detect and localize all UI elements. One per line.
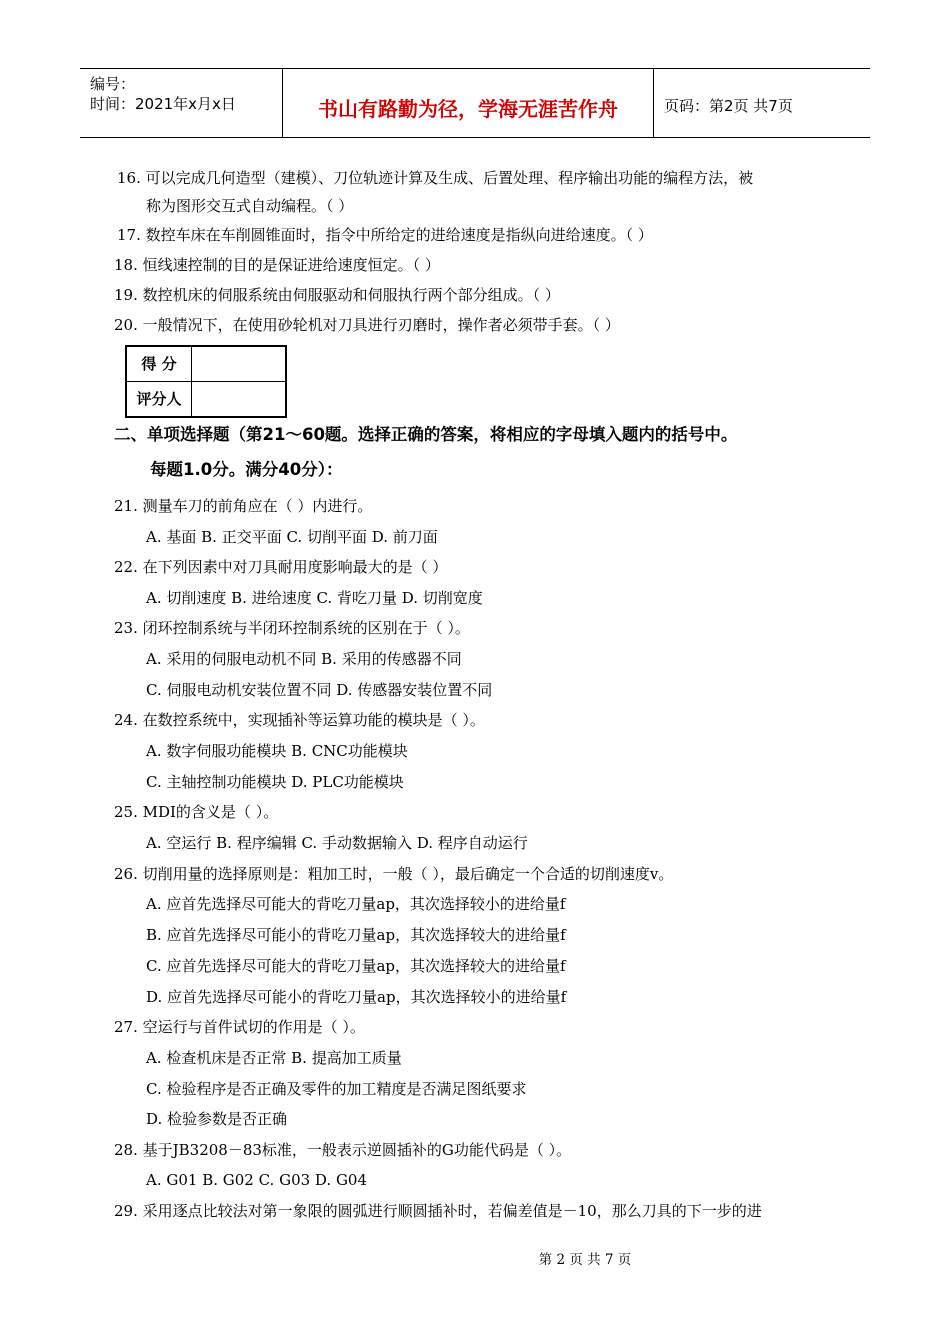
grader-label: 评分人 [127,382,192,416]
question-23: 23. 闭环控制系统与半闭环控制系统的区别在于（ ）。 [114,619,470,637]
question-28-options: A. G01 B. G02 C. G03 D. G04 [146,1171,368,1189]
header-info-cell [80,69,283,137]
question-21-options: A. 基面 B. 正交平面 C. 切削平面 D. 前刀面 [146,528,438,546]
question-24-options-cd: C. 主轴控制功能模块 D. PLC功能模块 [146,773,404,791]
section-title-line1: 二、单项选择题（第21～60题。选择正确的答案，将相应的字母填入题内的括号中。 [114,425,738,444]
question-26: 26. 切削用量的选择原则是：粗加工时，一般（ ），最后确定一个合适的切削速度v。 [114,865,674,883]
question-26-option-c: C. 应首先选择尽可能大的背吃刀量ap，其次选择较大的进给量f [146,957,566,975]
motto-text: 书山有路勤为径，学海无涯苦作舟 [318,97,618,121]
question-29: 29. 采用逐点比较法对第一象限的圆弧进行顺圆插补时，若偏差值是－10，那么刀具的下一步的进 [114,1202,762,1220]
question-16-line2: 称为图形交互式自动编程。（ ） [146,197,354,215]
question-17: 17. 数控车床在车削圆锥面时，指令中所给定的进给速度是指纵向进给速度。（ ） [117,226,653,244]
score-row [127,347,285,382]
score-label: 得 分 [127,347,192,381]
question-18: 18. 恒线速控制的目的是保证进给速度恒定。（ ） [114,256,440,274]
question-27-option-d: D. 检验参数是否正确 [146,1110,288,1128]
question-27: 27. 空运行与首件试切的作用是（ ）。 [114,1018,365,1036]
grader-row [127,382,285,416]
score-table [125,345,287,418]
number-label: 编号： [90,75,136,93]
page-info: 页码：第2页 共7页 [664,97,793,115]
question-26-option-d: D. 应首先选择尽可能小的背吃刀量ap，其次选择较小的进给量f [146,988,567,1006]
question-22: 22. 在下列因素中对刀具耐用度影响最大的是（ ） [114,558,448,576]
question-23-options-ab: A. 采用的伺服电动机不同 B. 采用的传感器不同 [146,650,462,668]
question-26-option-a: A. 应首先选择尽可能大的背吃刀量ap，其次选择较小的进给量f [146,895,566,913]
question-23-options-cd: C. 伺服电动机安装位置不同 D. 传感器安装位置不同 [146,681,493,699]
question-25-options: A. 空运行 B. 程序编辑 C. 手动数据输入 D. 程序自动运行 [146,834,528,852]
time-label: 时间：2021年x月x日 [90,95,236,113]
section-title-line2: 每题1.0分。满分40分）： [150,460,343,479]
page-footer [0,1248,950,1268]
question-16-line1: 16. 可以完成几何造型（建模）、刀位轨迹计算及生成、后置处理、程序输出功能的编程方法，被 [117,169,754,187]
question-27-options-ab: A. 检查机床是否正常 B. 提高加工质量 [146,1049,402,1067]
question-21: 21. 测量车刀的前角应在（ ）内进行。 [114,497,373,515]
page-header [80,68,870,138]
question-24-options-ab: A. 数字伺服功能模块 B. CNC功能模块 [146,742,408,760]
question-24: 24. 在数控系统中，实现插补等运算功能的模块是（ ）。 [114,711,485,729]
header-motto-cell [283,69,654,137]
question-25: 25. MDI的含义是（ ）。 [114,803,279,821]
question-20: 20. 一般情况下，在使用砂轮机对刀具进行刃磨时，操作者必须带手套。（ ） [114,316,620,334]
question-28: 28. 基于JB3208－83标准，一般表示逆圆插补的G功能代码是（ ）。 [114,1141,572,1159]
footer-page-number: 第 2 页 共 7 页 [538,1252,632,1268]
question-22-options: A. 切削速度 B. 进给速度 C. 背吃刀量 D. 切削宽度 [146,589,483,607]
question-26-option-b: B. 应首先选择尽可能小的背吃刀量ap，其次选择较大的进给量f [146,926,566,944]
question-27-option-c: C. 检验程序是否正确及零件的加工精度是否满足图纸要求 [146,1080,527,1098]
question-19: 19. 数控机床的伺服系统由伺服驱动和伺服执行两个部分组成。（ ） [114,286,560,304]
header-page-cell [654,69,870,137]
